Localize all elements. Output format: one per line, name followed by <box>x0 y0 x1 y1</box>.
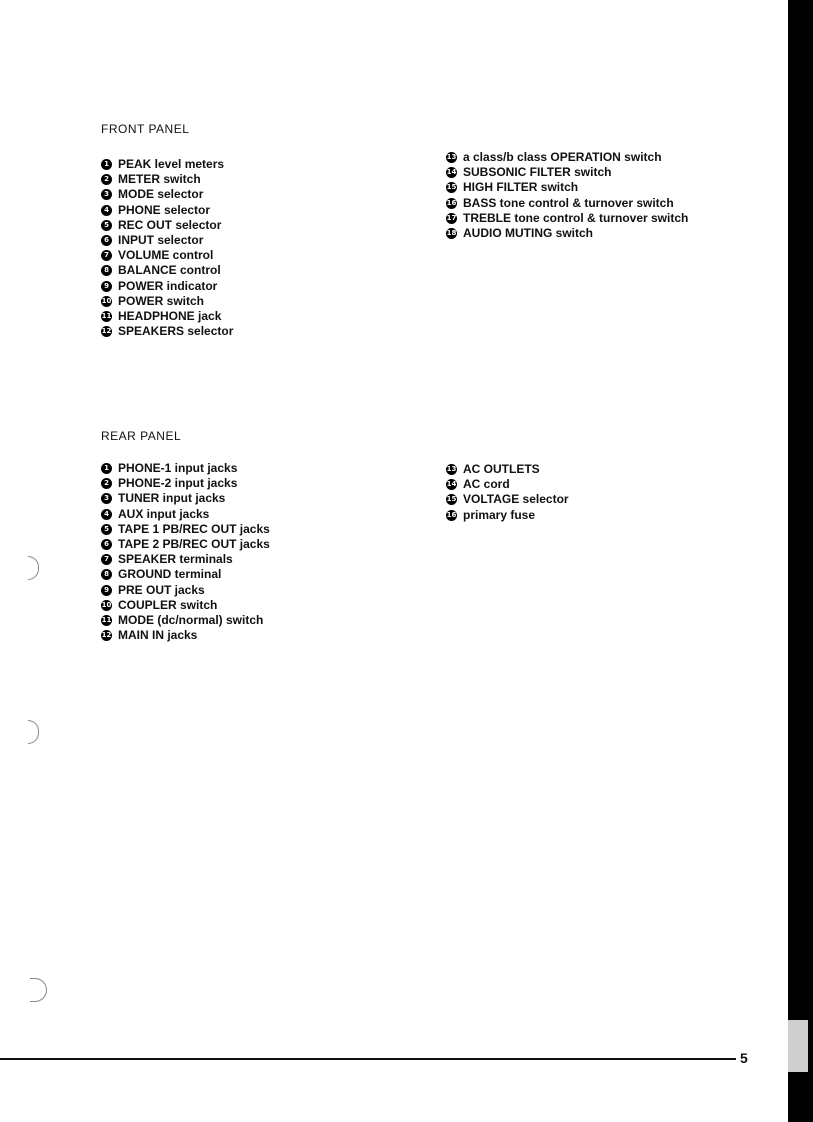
item-label: HIGH FILTER switch <box>463 180 579 195</box>
number-badge: 18 <box>446 228 457 239</box>
list-item <box>101 187 233 202</box>
number-badge: 5 <box>101 220 112 231</box>
number-badge: 9 <box>101 281 112 292</box>
number-badge: 7 <box>101 554 112 565</box>
item-label: PHONE-2 input jacks <box>118 476 238 491</box>
item-label: AC OUTLETS <box>463 462 540 476</box>
list-item <box>101 172 233 187</box>
item-label: primary fuse <box>463 507 536 522</box>
number-badge: 4 <box>101 205 112 216</box>
list-item <box>101 218 233 233</box>
number-badge: 7 <box>101 250 112 261</box>
list-item <box>446 477 569 492</box>
list-item <box>101 628 270 643</box>
front-panel-list-right <box>446 150 688 241</box>
item-label: HEADPHONE jack <box>118 308 222 323</box>
list-item <box>101 567 270 582</box>
list-item <box>101 324 233 339</box>
item-label: TUNER input jacks <box>118 491 226 506</box>
list-item <box>446 150 688 165</box>
list-item <box>446 211 688 226</box>
item-label: MODE selector <box>118 187 204 202</box>
number-badge: 14 <box>446 167 457 178</box>
list-item <box>446 508 569 523</box>
list-item <box>446 196 688 211</box>
number-badge: 8 <box>101 569 112 580</box>
list-item <box>101 552 270 567</box>
number-badge: 11 <box>101 311 112 322</box>
footer-rule <box>0 1058 736 1060</box>
item-label: AC cord <box>463 477 510 492</box>
list-item <box>101 294 233 309</box>
number-badge: 10 <box>101 296 112 307</box>
list-item <box>101 203 233 218</box>
item-label: a class/b class OPERATION switch <box>463 150 662 164</box>
item-label: VOLTAGE selector <box>463 492 569 507</box>
item-label: SUBSONIC FILTER switch <box>463 165 612 180</box>
number-badge: 3 <box>101 189 112 200</box>
list-item <box>446 165 688 180</box>
item-label: TAPE 2 PB/REC OUT jacks <box>118 536 270 551</box>
item-label: PHONE-1 input jacks <box>118 461 238 475</box>
list-item <box>101 491 270 506</box>
number-badge: 9 <box>101 585 112 596</box>
list-item <box>446 492 569 507</box>
item-label: INPUT selector <box>118 232 204 247</box>
number-badge: 2 <box>101 478 112 489</box>
item-label: SPEAKERS selector <box>118 324 234 339</box>
number-badge: 15 <box>446 182 457 193</box>
number-badge: 6 <box>101 235 112 246</box>
number-badge: 8 <box>101 265 112 276</box>
item-label: MODE (dc/normal) switch <box>118 612 264 627</box>
list-item <box>101 537 270 552</box>
front-panel-list-left <box>101 157 233 339</box>
list-item <box>101 613 270 628</box>
item-label: METER switch <box>118 172 201 187</box>
item-label: BASS tone control & turnover switch <box>463 195 674 210</box>
item-label: PEAK level meters <box>118 157 225 171</box>
binding-hole-mark <box>28 720 39 744</box>
scan-edge-mark <box>788 1020 808 1072</box>
item-label: AUX input jacks <box>118 506 210 521</box>
list-item <box>101 279 233 294</box>
number-badge: 17 <box>446 213 457 224</box>
item-label: GROUND terminal <box>118 567 222 582</box>
item-label: POWER switch <box>118 293 205 308</box>
list-item <box>101 233 233 248</box>
page-edge-bar <box>788 0 813 1122</box>
number-badge: 6 <box>101 539 112 550</box>
number-badge: 13 <box>446 152 457 163</box>
list-item <box>101 598 270 613</box>
item-label: SPEAKER terminals <box>118 552 233 567</box>
number-badge: 2 <box>101 174 112 185</box>
number-badge: 14 <box>446 479 457 490</box>
number-badge: 16 <box>446 510 457 521</box>
list-item <box>101 476 270 491</box>
list-item <box>101 507 270 522</box>
list-item <box>101 522 270 537</box>
rear-panel-title: REAR PANEL <box>101 429 182 443</box>
item-label: TREBLE tone control & turnover switch <box>463 210 689 225</box>
list-item <box>101 157 233 172</box>
binding-hole-mark <box>30 978 47 1002</box>
item-label: TAPE 1 PB/REC OUT jacks <box>118 521 270 536</box>
number-badge: 1 <box>101 159 112 170</box>
item-label: COUPLER switch <box>118 597 218 612</box>
number-badge: 12 <box>101 630 112 641</box>
number-badge: 12 <box>101 326 112 337</box>
item-label: MAIN IN jacks <box>118 628 198 643</box>
number-badge: 10 <box>101 600 112 611</box>
item-label: AUDIO MUTING switch <box>463 225 594 240</box>
item-label: REC OUT selector <box>118 217 222 232</box>
number-badge: 5 <box>101 524 112 535</box>
item-label: VOLUME control <box>118 248 214 263</box>
list-item <box>446 180 688 195</box>
number-badge: 11 <box>101 615 112 626</box>
list-item <box>101 583 270 598</box>
number-badge: 16 <box>446 198 457 209</box>
list-item <box>101 263 233 278</box>
item-label: POWER indicator <box>118 278 218 293</box>
list-item <box>101 309 233 324</box>
number-badge: 1 <box>101 463 112 474</box>
number-badge: 13 <box>446 464 457 475</box>
item-label: PHONE selector <box>118 202 211 217</box>
front-panel-title: FRONT PANEL <box>101 122 190 136</box>
rear-panel-list-right <box>446 462 569 523</box>
list-item <box>446 226 688 241</box>
page-number: 5 <box>740 1050 748 1066</box>
binding-hole-mark <box>28 556 39 580</box>
rear-panel-list-left <box>101 461 270 643</box>
number-badge: 4 <box>101 509 112 520</box>
item-label: PRE OUT jacks <box>118 582 205 597</box>
number-badge: 15 <box>446 494 457 505</box>
list-item <box>101 461 270 476</box>
list-item <box>101 248 233 263</box>
number-badge: 3 <box>101 493 112 504</box>
item-label: BALANCE control <box>118 263 221 278</box>
list-item <box>446 462 569 477</box>
